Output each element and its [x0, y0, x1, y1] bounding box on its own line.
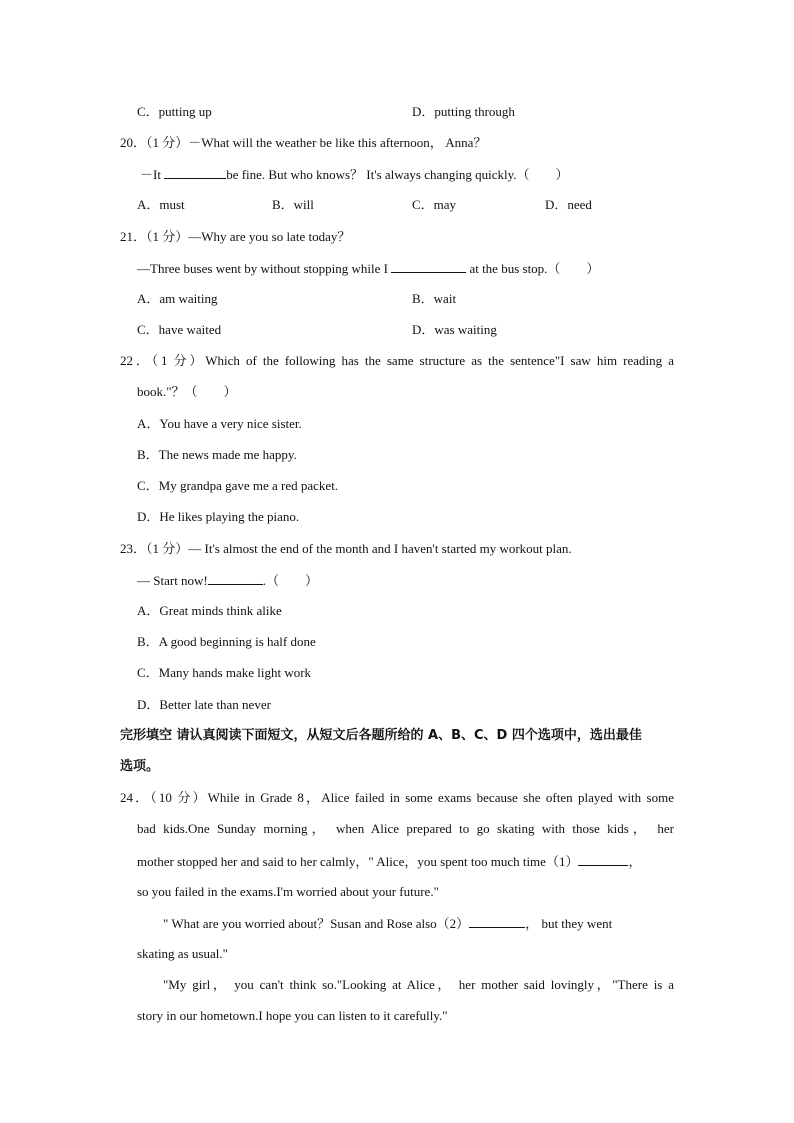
q24-line-1: 24．（10 分）While in Grade 8，Alice failed in some exams because she often played with some: [120, 790, 674, 805]
q23-stem: 23．（1 分）— It's almost the end of the month and I haven't started my workout plan.: [120, 541, 572, 556]
q24-line-3-text: mother stopped her and said to her calmly，" Alice，you spent too much time（1）: [137, 854, 579, 869]
q20-reply-end: be fine. But who knows？ It's always changing quickly.（ ）: [226, 167, 569, 182]
q24-line-5-text: " What are you worried about？Susan and Rose also（2）: [163, 916, 470, 931]
q24-line-5-end: ， but they went: [525, 916, 613, 931]
q23-reply: [137, 572, 318, 589]
q24-line-3-end: ，: [628, 854, 642, 869]
q19-option-d: D．putting through: [412, 104, 515, 119]
q20-option-d: D．need: [545, 197, 592, 212]
q21-stem: 21．（1 分）—Why are you so late today？: [120, 229, 351, 244]
q23-option-b: B．A good beginning is half done: [137, 634, 316, 649]
q23-option-d: D．Better late than never: [137, 697, 271, 712]
q23-answer-blank: [208, 572, 263, 585]
q22-option-c: C．My grandpa gave me a red packet.: [137, 478, 339, 493]
q23-reply-end: .（ ）: [262, 573, 319, 588]
q24-line-2: bad kids.One Sunday morning， when Alice prepared to go skating with those kids， her: [137, 821, 674, 836]
q24-line-5: [163, 915, 612, 932]
q23-option-a: A．Great minds think alike: [137, 603, 282, 618]
q24-line-8: story in our hometown.I hope you can listen to it carefully.": [137, 1008, 448, 1023]
q24-line-6: skating as usual.": [137, 946, 228, 961]
q20-reply-start: －It: [140, 167, 165, 182]
q23-option-c: C．Many hands make light work: [137, 665, 312, 680]
section-heading: 完形填空 请认真阅读下面短文，从短文后各题所给的 A、B、C、D 四个选项中，选出最佳: [120, 728, 642, 743]
section-heading-cont: 选项。: [120, 759, 160, 774]
q22-stem: 22．（1 分）Which of the following has the same structure as the sentence"I saw him reading a: [120, 353, 674, 368]
q20-option-a: A．must: [137, 197, 185, 212]
q22-option-b: B．The news made me happy.: [137, 447, 297, 462]
q24-line-7: "My girl， you can't think so."Looking at Alice， her mother said lovingly，"There is a: [163, 977, 674, 992]
q21-reply-end: at the bus stop.（ ）: [466, 261, 600, 276]
q19-option-c: C．putting up: [137, 104, 212, 119]
q24-line-3: [137, 853, 641, 870]
q20-reply: [140, 166, 569, 183]
q21-reply: [137, 260, 599, 277]
q20-stem: 20．（1 分）－What will the weather be like this afternoon， Anna？: [120, 135, 487, 150]
q21-answer-blank: [391, 260, 466, 273]
q24-line-4: so you failed in the exams.I'm worried about your future.": [137, 884, 439, 899]
q24-blank-2: [469, 915, 525, 928]
q23-reply-start: — Start now!: [137, 573, 208, 588]
q21-option-a: A．am waiting: [137, 291, 218, 306]
q20-option-b: B．will: [272, 197, 314, 212]
q21-option-b: B．wait: [412, 291, 457, 306]
q20-option-c: C．may: [412, 197, 457, 212]
q22-option-d: D．He likes playing the piano.: [137, 509, 300, 524]
q20-answer-blank: [164, 166, 226, 179]
q21-option-d: D．was waiting: [412, 322, 497, 337]
q22-stem-cont: book."？（ ）: [137, 384, 237, 399]
q24-blank-1: [578, 853, 628, 866]
q21-option-c: C．have waited: [137, 322, 222, 337]
q21-reply-start: —Three buses went by without stopping while I: [137, 261, 392, 276]
q22-option-a: A．You have a very nice sister.: [137, 416, 302, 431]
